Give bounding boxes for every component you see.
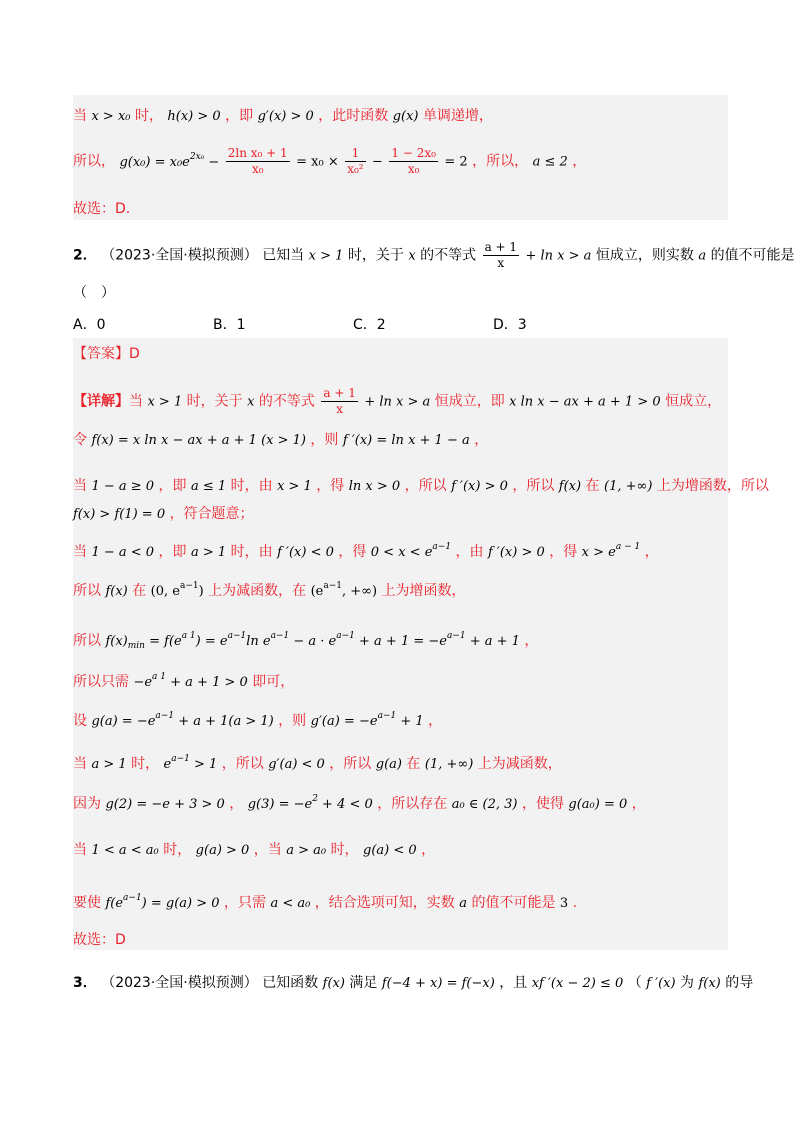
text: 当: [73, 756, 87, 772]
text: ，: [572, 153, 587, 170]
text: 当: [73, 842, 87, 858]
detail-line-6: [73, 576, 466, 602]
text: 当: [73, 108, 87, 124]
math: g(x₀) = x₀e: [119, 154, 190, 170]
text: ，即: [158, 544, 187, 560]
detail-line-3: [73, 476, 769, 497]
math-superscript: a−1: [179, 581, 199, 591]
question-source: （2023·全国·模拟预测）: [101, 975, 258, 991]
math: = x₀ ×: [296, 154, 339, 170]
text: 所以，: [73, 153, 115, 170]
math-superscript: 2: [312, 794, 318, 804]
math: ) = g(a) > 0: [141, 896, 220, 911]
math: , +∞): [342, 584, 378, 599]
math: g(a₀) = 0: [568, 797, 628, 812]
math: x > 1: [147, 394, 183, 410]
math-subscript: min: [127, 641, 145, 651]
math: [91, 711, 274, 729]
math-superscript: a−1: [432, 542, 452, 552]
text: 时，: [134, 108, 163, 124]
text: 设: [73, 713, 87, 729]
math: [247, 794, 373, 812]
text: 上为减函数，在: [208, 583, 307, 599]
math: + a + 1: [465, 634, 520, 649]
detail-line-4: [73, 504, 254, 525]
text: ，所以: [512, 478, 555, 494]
math: g′(a) = −e: [310, 714, 378, 729]
math: + ln x > a: [525, 248, 592, 264]
math-superscript: a−1: [446, 631, 466, 641]
text: 的值不可能是: [710, 247, 795, 264]
math: g(a) < 0: [363, 843, 417, 858]
math: − a · e: [289, 634, 337, 649]
math: f(x): [698, 976, 721, 991]
text: 时，: [163, 842, 192, 858]
math: −: [204, 154, 220, 170]
text: ，此时函数: [318, 108, 389, 124]
math: f ′(x) > 0: [451, 479, 508, 494]
detail-label: 【详解】: [73, 393, 129, 410]
text: 因为: [73, 796, 101, 812]
text: 所以: [73, 633, 101, 649]
text: 当: [129, 393, 143, 410]
math: g(a): [375, 757, 402, 772]
detail-line-1: [73, 386, 721, 417]
math: g′(a) < 0: [268, 757, 325, 772]
fraction-numerator: 2ln x₀ + 1: [227, 146, 288, 160]
math: (e: [310, 584, 324, 599]
math: x: [247, 394, 255, 410]
math: x > x₀: [91, 109, 131, 124]
text: ，: [524, 633, 539, 649]
answer-label: 【答案】D: [73, 346, 140, 362]
option-a: A．0: [73, 317, 106, 333]
option-c: C．2: [353, 317, 386, 333]
fraction: [321, 386, 357, 417]
math: > 1: [189, 757, 218, 772]
math: (1, +∞): [604, 479, 653, 494]
math: f(x): [105, 584, 128, 599]
detail-line-10: [73, 749, 562, 775]
math-superscript: a−1: [123, 893, 142, 903]
fraction-denominator: x₀²: [347, 162, 364, 176]
text: ，则: [310, 432, 339, 448]
text: 上为增函数，: [381, 583, 466, 599]
text: 单调递增，: [422, 108, 493, 124]
text: 恒成立，: [665, 393, 722, 410]
math: a > 1: [190, 545, 227, 560]
text: 已知当: [262, 247, 305, 264]
text: ，: [421, 842, 436, 858]
math: [310, 711, 424, 729]
math: (1, +∞): [424, 757, 474, 772]
detail-line-11: [73, 789, 646, 815]
fraction-denominator: x₀: [407, 162, 420, 176]
math: f(e: [105, 896, 124, 911]
text: ，所以: [329, 756, 372, 772]
math: (0, e: [150, 584, 180, 599]
text: ，使得: [521, 796, 564, 812]
math: 1 − a ≥ 0: [91, 479, 155, 494]
text: 当: [73, 478, 87, 494]
math: a < a₀: [270, 896, 311, 911]
math: f ′(x) = ln x + 1 − a: [342, 433, 470, 448]
math: g(2) = −e + 3 > 0: [105, 797, 225, 812]
detail-line-5: [73, 537, 659, 563]
detail-line-7: [73, 626, 538, 656]
option-d: D．3: [493, 317, 527, 333]
text: ，得: [549, 544, 578, 560]
text: 令: [73, 432, 87, 448]
detail-line-2: [73, 430, 488, 451]
math: x: [408, 248, 416, 264]
text: 在: [585, 478, 600, 494]
math: g(a) > 0: [195, 843, 250, 858]
text: ，得: [338, 544, 367, 560]
text: 的导: [725, 975, 754, 991]
text: ，且: [499, 975, 528, 991]
text: 所以只需: [73, 674, 129, 690]
math: + 1: [396, 714, 424, 729]
math: f ′(x) < 0: [277, 545, 334, 560]
math: [150, 581, 204, 599]
fraction-denominator: x₀: [251, 162, 264, 176]
text: ，则: [278, 713, 307, 729]
math-superscript: a−1: [377, 711, 397, 721]
math: g′(x) > 0: [257, 109, 314, 124]
math: + ln x > a: [364, 394, 431, 410]
fraction-numerator: a + 1: [323, 386, 356, 400]
math-superscript: a−1: [336, 631, 355, 641]
math: a ≤ 1: [190, 479, 227, 494]
math-superscript: a 1: [152, 672, 166, 682]
math: x > e: [581, 545, 616, 560]
text: 当: [73, 544, 87, 560]
text: 上为减函数，: [477, 756, 562, 772]
math: x > 1: [277, 479, 312, 494]
question-2-stem: [73, 240, 795, 271]
text: ，即: [158, 478, 187, 494]
fraction-numerator: 1 − 2x₀: [391, 146, 436, 160]
text: ，当: [253, 842, 282, 858]
fraction-numerator: a + 1: [484, 240, 518, 254]
text: ，: [428, 713, 443, 729]
math: f(x): [322, 976, 345, 991]
math: xf ′(x − 2) ≤ 0: [531, 976, 624, 991]
text: 为: [680, 975, 694, 991]
text: 时，: [330, 842, 359, 858]
text: 时，关于: [186, 393, 243, 410]
math-superscript: a−1: [171, 754, 190, 764]
fraction: [226, 146, 290, 177]
text: ，所以存在: [377, 796, 448, 812]
text: 在: [132, 583, 147, 599]
text: ，所以: [221, 756, 264, 772]
math: = f(e: [144, 634, 182, 649]
detail-line-8: [73, 667, 294, 693]
question-3-stem: [73, 973, 753, 994]
math: [581, 542, 641, 560]
math: a > a₀: [286, 843, 327, 858]
math: + a + 1 > 0: [166, 675, 248, 690]
math-superscript: a−1: [323, 581, 342, 591]
prev-solution-line-2: [73, 146, 586, 177]
math: f(x) = x ln x − ax + a + 1 (x > 1): [91, 433, 306, 448]
fraction: [345, 146, 365, 177]
math: 1 − a < 0: [91, 545, 155, 560]
math: f(−4 + x) = f(−x): [381, 976, 495, 991]
text: 的值不可能是: [471, 895, 556, 911]
math: a ≤ 2: [532, 154, 568, 170]
math: a > 1: [91, 757, 127, 772]
option-b: B．1: [213, 317, 246, 333]
math: g(a) = −e: [91, 714, 156, 729]
math: x ln x − ax + a + 1 > 0: [509, 394, 661, 410]
question-number: 2．: [73, 247, 97, 264]
text: ，由: [455, 544, 484, 560]
fraction-numerator: 1: [345, 146, 365, 162]
math: ) = e: [195, 634, 228, 649]
prev-choice-line: 故选：D.: [73, 201, 131, 217]
math: f ′(x) > 0: [487, 545, 545, 560]
math: g(3) = −e: [247, 797, 313, 812]
text: 已知函数: [262, 975, 319, 991]
math: [310, 581, 378, 599]
fraction: [389, 146, 438, 177]
prev-solution-line-1: [73, 106, 493, 127]
math: + 4 < 0: [317, 797, 373, 812]
text: ，: [474, 432, 489, 448]
math: h(x) > 0: [167, 109, 221, 124]
math: + a + 1(a > 1): [174, 714, 274, 729]
math: = 2: [444, 154, 468, 170]
text: 的不等式: [258, 393, 315, 410]
math: f(x): [105, 634, 128, 649]
math: −: [372, 154, 383, 170]
text: ，得: [316, 478, 345, 494]
math: f ′(x): [646, 976, 676, 991]
math: a: [459, 896, 467, 911]
math: 3: [559, 896, 569, 911]
detail-line-9: [73, 706, 442, 732]
text: ，所以，: [472, 153, 529, 170]
detail-line-12: [73, 840, 435, 861]
question-number: 3．: [73, 975, 97, 991]
math: [105, 631, 520, 651]
math: [370, 542, 452, 560]
text: 要使: [73, 895, 101, 911]
math: [119, 151, 220, 170]
math: a: [698, 248, 707, 264]
math: ln x > 0: [348, 479, 401, 494]
math-superscript: a−1: [227, 631, 247, 641]
text: ，结合选项可知，实数: [314, 895, 455, 911]
text: 上为增函数，所以: [656, 478, 769, 494]
math: f(x) > f(1) = 0: [73, 507, 166, 522]
text: 恒成立，即: [434, 393, 505, 410]
text: ，即: [225, 108, 254, 124]
fraction-denominator: x: [336, 402, 343, 416]
text: 时，由: [230, 478, 273, 494]
math: ): [198, 584, 204, 599]
math: [163, 754, 218, 772]
question-2-paren: （ ）: [73, 285, 115, 301]
math: f(x): [558, 479, 582, 494]
question-source: （2023·全国·模拟预测）: [101, 247, 258, 264]
math: + a + 1 = −e: [354, 634, 447, 649]
text: 在: [406, 756, 421, 772]
text: 所以: [73, 583, 101, 599]
text: ，: [631, 796, 646, 812]
text: 时，: [131, 756, 160, 772]
final-choice-line: 故选：D: [73, 932, 126, 948]
text: 时，关于: [347, 247, 404, 264]
math: [105, 893, 220, 911]
math: g(x): [392, 109, 419, 124]
math: e: [163, 757, 172, 772]
fraction-denominator: x: [497, 256, 505, 270]
fraction: [483, 240, 519, 271]
math: x > 1: [308, 248, 344, 264]
math-superscript: a−1: [270, 631, 290, 641]
math: [133, 672, 248, 690]
math-superscript: a−1: [155, 711, 175, 721]
text: 的不等式: [420, 247, 477, 264]
text: 时，由: [230, 544, 273, 560]
text: ，只需: [224, 895, 266, 911]
text: ，: [229, 796, 244, 812]
math: ln e: [246, 634, 271, 649]
math-superscript: a 1: [181, 631, 196, 641]
text: 即可，: [252, 674, 295, 690]
detail-line-13: [73, 888, 577, 914]
math: −e: [133, 675, 153, 690]
text: ，符合题意；: [169, 506, 254, 522]
math: 1 < a < a₀: [91, 843, 159, 858]
math-superscript: 2x₀: [189, 151, 205, 162]
math-superscript: a − 1: [615, 542, 641, 552]
text: 满足: [349, 975, 378, 991]
text: ，所以: [404, 478, 447, 494]
text: （: [627, 975, 642, 991]
text: 恒成立，则实数: [595, 247, 694, 264]
math: a₀ ∈ (2, 3): [451, 797, 518, 812]
math: 0 < x < e: [370, 545, 433, 560]
text: .: [572, 895, 578, 911]
text: ，: [644, 544, 659, 560]
